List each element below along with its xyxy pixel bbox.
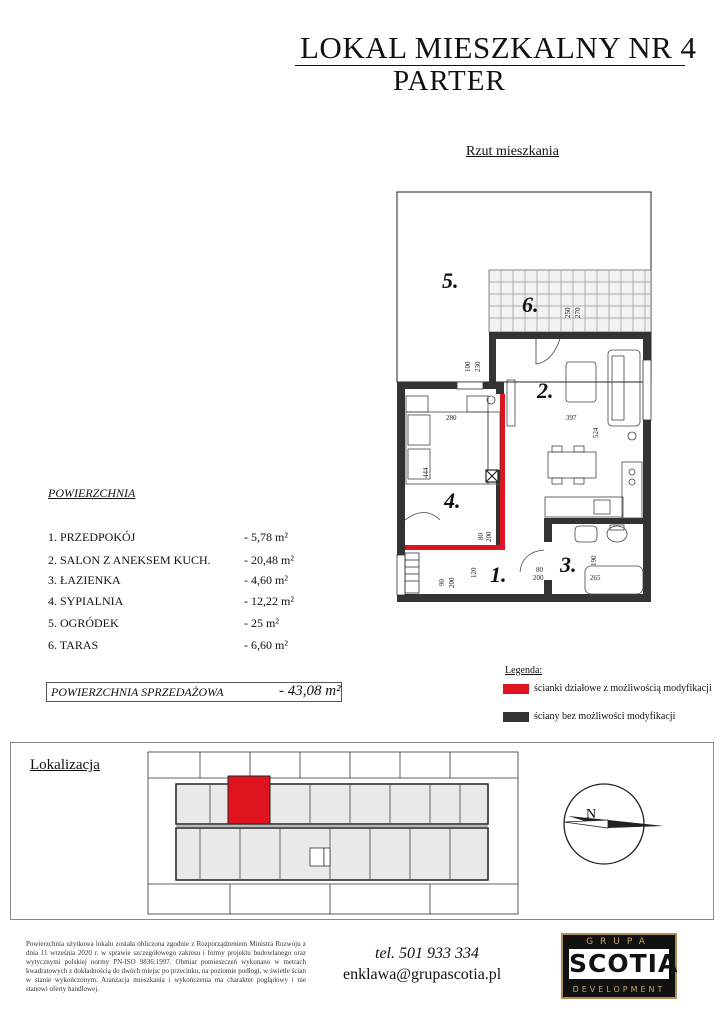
legend-title: Legenda: — [505, 665, 543, 676]
room-number-3: 3. — [560, 552, 577, 577]
location-highlight — [228, 776, 270, 824]
room-number-4: 4. — [444, 488, 461, 513]
dim-265: 265 — [590, 574, 601, 582]
logo-top-text: GRUPA — [586, 937, 652, 947]
dim-190: 190 — [590, 555, 598, 566]
area-row-3 — [48, 573, 338, 589]
terrace-tiles — [489, 270, 651, 332]
dim-120: 120 — [470, 567, 478, 578]
area-room-value: - 20,48 m² — [244, 553, 294, 567]
room-number-6: 6. — [522, 292, 539, 317]
dim-80-bath: 80 — [536, 566, 543, 574]
area-room-name: 5. OGRÓDEK — [48, 616, 119, 630]
area-row-4 — [48, 594, 338, 610]
room-number-5: 5. — [442, 268, 459, 293]
company-logo — [561, 933, 677, 999]
compass-north-label: N — [586, 807, 597, 822]
area-room-name: 2. SALON Z ANEKSEM KUCH. — [48, 553, 211, 567]
bathroom-fixtures — [520, 525, 643, 594]
sales-area-value: - 43,08 m² — [279, 683, 341, 699]
logo-bottom-text: DEVELOPMENT — [572, 985, 666, 994]
area-row-6 — [48, 638, 338, 654]
dim-230: 230 — [474, 361, 482, 372]
dim-397: 397 — [566, 414, 577, 422]
legend-text-modifiable: ścianki działowe z możliwością modyfikacji — [534, 683, 712, 694]
dim-200-door: 200 — [485, 531, 493, 542]
room-number-1: 1. — [490, 562, 507, 587]
area-room-value: - 5,78 m² — [244, 530, 288, 544]
sales-area-label: POWIERZCHNIA SPRZEDAŻOWA — [51, 685, 224, 699]
dim-200-entry: 200 — [448, 577, 456, 588]
dim-80-door: 80 — [477, 533, 485, 540]
dim-270: 270 — [574, 307, 582, 318]
area-room-value: - 25 m² — [244, 616, 279, 630]
area-room-value: - 6,60 m² — [244, 638, 288, 652]
sales-area-box — [46, 682, 342, 702]
plan-caption: Rzut mieszkania — [466, 144, 559, 159]
floor-subtitle: PARTER — [393, 65, 506, 97]
dim-250: 250 — [564, 307, 572, 318]
radiator — [405, 553, 419, 593]
page-title: LOKAL MIESZKALNY NR 4 — [300, 30, 697, 65]
legend-text-fixed: ściany bez możliwości modyfikacji — [534, 711, 676, 722]
location-site-plan — [140, 748, 525, 918]
area-room-name: 6. TARAS — [48, 638, 99, 652]
location-label: Lokalizacja — [30, 757, 100, 773]
logo-main-text: SCOTIA — [569, 949, 679, 978]
area-room-name: 4. SYPIALNIA — [48, 594, 124, 608]
area-heading: POWIERZCHNIA — [48, 486, 136, 500]
footnote: Powierzchnia użytkowa lokalu została obliczona zgodnie z Rozporządzeniem Ministra Rozwoju z dnia 11 września 2020 r. w sprawie szczegółowego zakresu i formy projektu budowlanego oraz wytycznymi polskiej normy PN-ISO 9836:1997. Obmiar pomieszczeń wykonano w metrach kwadratowych z dokładnością do dwóch miejsc po przecinku, na poziomie podłogi, w świetle ścian w stanie wykończonym. Aranżacja mieszkania i wykończenia ma charakter poglądowy i nie stanowi oferty handlowej. — [26, 940, 306, 993]
vent-shaft — [486, 470, 498, 482]
outer-walls — [397, 332, 651, 602]
area-row-1 — [48, 530, 338, 546]
salon-furniture — [487, 339, 642, 518]
legend-swatch-modifiable — [503, 684, 529, 694]
contact-phone[interactable]: tel. 501 933 334 — [375, 945, 479, 962]
area-row-5 — [48, 616, 338, 632]
dim-524: 524 — [592, 427, 600, 438]
compass — [552, 776, 672, 876]
dim-90: 90 — [438, 579, 446, 586]
area-room-value: - 12,22 m² — [244, 594, 294, 608]
contact-email[interactable]: enklawa@grupascotia.pl — [343, 966, 502, 983]
dim-200-bath: 200 — [533, 574, 544, 582]
dim-100: 100 — [464, 361, 472, 372]
area-room-name: 1. PRZEDPOKÓJ — [48, 530, 136, 544]
dim-444: 444 — [422, 467, 430, 478]
dim-280: 280 — [446, 414, 457, 422]
area-room-name: 3. ŁAZIENKA — [48, 573, 121, 587]
area-row-2 — [48, 553, 338, 569]
area-room-value: - 4,60 m² — [244, 573, 288, 587]
legend-swatch-fixed — [503, 712, 529, 722]
room-number-2: 2. — [537, 378, 554, 403]
